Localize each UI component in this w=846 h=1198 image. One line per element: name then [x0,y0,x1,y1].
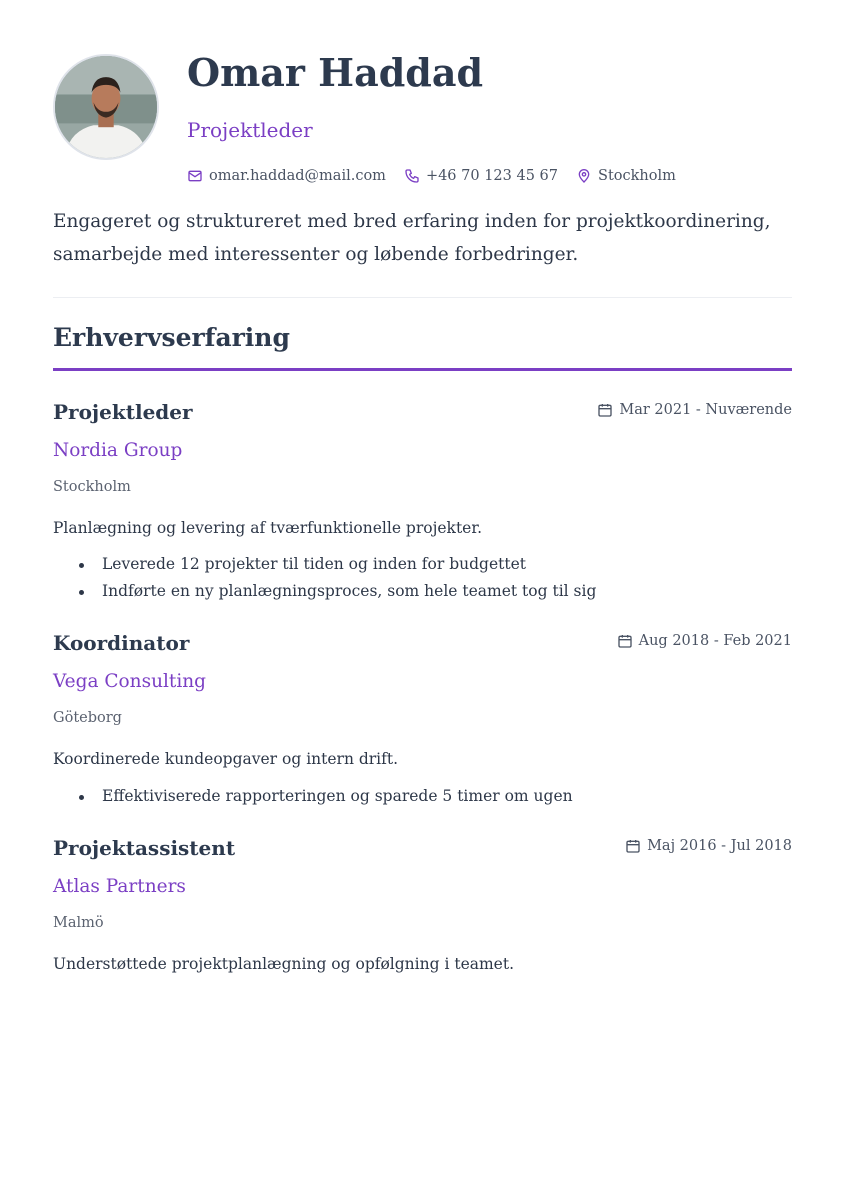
contact-phone[interactable] [404,168,558,184]
phone-icon [404,168,420,184]
section-title-experience: Erhvervserfaring [53,323,290,352]
job-description: Planlægning og levering af tværfunktionelle projekter. [53,519,482,537]
phone-text: +46 70 123 45 67 [425,168,559,184]
job-company: Vega Consulting [53,671,207,692]
avatar [53,54,159,160]
candidate-role: Projektleder [187,118,313,142]
job-date-text: Aug 2018 - Feb 2021 [638,633,792,649]
job-location: Göteborg [53,710,122,726]
job-location: Stockholm [53,479,131,495]
job-company: Atlas Partners [53,876,186,897]
job-date [617,633,792,649]
job-date [625,838,792,854]
header-divider [53,297,792,298]
job-location: Malmö [53,915,104,931]
section-underline [53,368,792,371]
job-description: Koordinerede kundeopgaver og intern drift. [53,750,399,768]
mail-icon [187,168,203,184]
job-date-text: Mar 2021 - Nuværende [619,402,792,418]
contact-bar [187,165,694,187]
calendar-icon [617,633,633,649]
candidate-name: Omar Haddad [187,50,484,95]
contact-location [576,168,676,184]
achievement-item: Indførte en ny planlægningsproces, som hele teamet tog til sig [53,578,596,605]
calendar-icon [625,838,641,854]
job-title: Projektleder [53,400,193,424]
job-title: Koordinator [53,631,190,655]
job-title: Projektassistent [53,836,236,860]
calendar-icon [597,402,613,418]
location-text: Stockholm [598,168,676,184]
job-achievements [53,551,596,605]
job-date-text: Maj 2016 - Jul 2018 [647,838,792,854]
job-date [597,402,792,418]
job-company: Nordia Group [53,440,183,461]
contact-email[interactable] [187,168,386,184]
avatar-photo [55,56,157,158]
email-text: omar.haddad@mail.com [209,168,386,184]
map-pin-icon [576,168,592,184]
job-achievements [53,783,573,810]
job-description: Understøttede projektplanlægning og opfølgning i teamet. [53,955,515,973]
achievement-item: Leverede 12 projekter til tiden og inden for budgettet [53,551,596,578]
achievement-item: Effektiviserede rapporteringen og sparede 5 timer om ugen [53,783,573,810]
profile-summary: Engageret og struktureret med bred erfaring inden for projektkoordinering, samarbejde med interessenter og løbende forbedringer. [53,211,771,265]
